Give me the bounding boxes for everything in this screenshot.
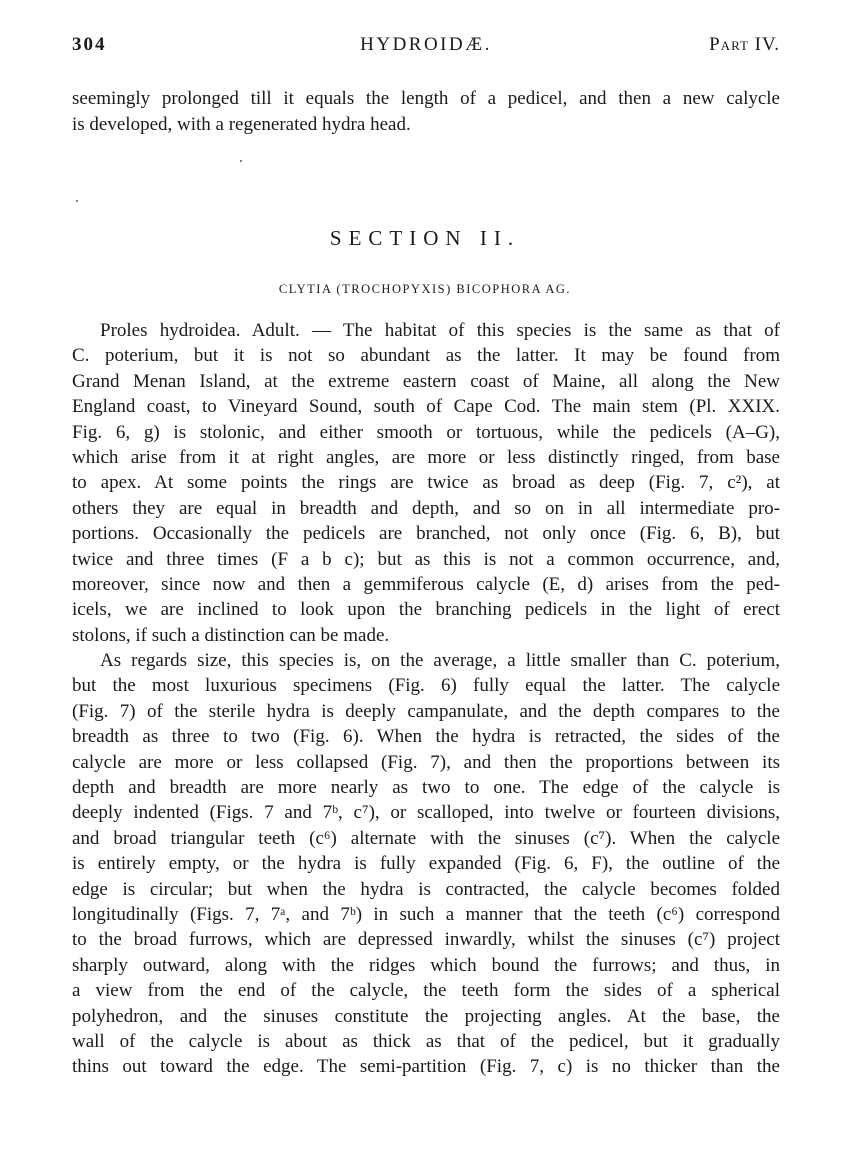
part-label: Part IV. (709, 34, 780, 55)
running-header (72, 34, 780, 64)
text-line: portions. Occasionally the pedicels are branched, not only once (Fig. 6, B), but (72, 523, 780, 545)
running-title: HYDROIDÆ. (360, 34, 492, 55)
section-heading: SECTION II. (329, 226, 521, 250)
text-line: polyhedron, and the sinuses constitute the projecting angles. At the base, the (72, 1005, 780, 1027)
text-line: edge is circular; but when the hydra is contracted, the calycle becomes folded (72, 878, 780, 900)
body-text (72, 318, 780, 1080)
text-line: Proles hydroidea. Adult. — The habitat of this species is the same as that of (100, 320, 780, 341)
text-line: is developed, with a regenerated hydra head. (72, 114, 411, 135)
text-line: but the most luxurious specimens (Fig. 6) fully equal the latter. The calycle (72, 675, 780, 697)
text-line: to the broad furrows, which are depressed inwardly, whilst the sinuses (c⁷) project (72, 929, 780, 951)
text-line: C. poterium, but it is not so abundant as the latter. It may be found from (72, 345, 780, 367)
text-line: breadth as three to two (Fig. 6). When the hydra is retracted, the sides of the (72, 726, 780, 748)
text-line: to apex. At some points the rings are twice as broad as deep (Fig. 7, c²), at (72, 472, 780, 494)
text-line: depth and breadth are more nearly as two to one. The edge of the calycle is (72, 777, 780, 799)
text-line: England coast, to Vineyard Sound, south of Cape Cod. The main stem (Pl. XXIX. (72, 396, 780, 418)
intro-paragraph (72, 86, 780, 138)
text-line: twice and three times (F a b c); but as this is not a common occurrence, and, (72, 548, 780, 570)
print-speck (240, 160, 242, 162)
print-speck (76, 200, 78, 202)
text-line: deeply indented (Figs. 7 and 7ᵇ, c⁷), or scalloped, into twelve or fourteen divisions, (72, 802, 780, 824)
text-line: (Fig. 7) of the sterile hydra is deeply campanulate, and the depth compares to the (72, 700, 780, 722)
text-line: Grand Menan Island, at the extreme eastern coast of Maine, all along the New (72, 370, 780, 392)
text-line: thins out toward the edge. The semi-partition (Fig. 7, c) is no thicker than the (72, 1056, 780, 1078)
text-line: wall of the calycle is about as thick as that of the pedicel, but it gradually (72, 1030, 780, 1052)
text-line: Fig. 6, g) is stolonic, and either smooth or tortuous, while the pedicels (A–G), (72, 421, 780, 443)
text-line: icels, we are inclined to look upon the branching pedicels in the light of erect (72, 599, 780, 621)
page-number: 304 (72, 34, 107, 55)
text-line: stolons, if such a distinction can be made. (72, 624, 390, 646)
text-line: which arise from it at right angles, are more or less distinctly ringed, from base (72, 446, 780, 468)
text-line: calycle are more or less collapsed (Fig. 7), and then the proportions between its (72, 751, 780, 773)
species-heading: CLYTIA (TROCHOPYXIS) BICOPHORA AG. (278, 282, 572, 296)
text-line: others they are equal in breadth and depth, and so on in all intermediate pro- (72, 497, 780, 519)
text-line: a view from the end of the calycle, the teeth form the sides of a spherical (72, 980, 780, 1002)
text-line: As regards size, this species is, on the average, a little smaller than C. poterium, (100, 650, 780, 672)
text-line: seemingly prolonged till it equals the length of a pedicel, and then a new calycle (72, 88, 780, 109)
text-line: moreover, since now and then a gemmiferous calycle (E, d) arises from the ped- (72, 573, 780, 595)
text-line: is entirely empty, or the hydra is fully expanded (Fig. 6, F), the outline of the (72, 853, 780, 875)
text-line: and broad triangular teeth (c⁶) alternate with the sinuses (c⁷). When the calycle (72, 827, 780, 849)
text-line: sharply outward, along with the ridges which bound the furrows; and thus, in (72, 954, 780, 976)
text-line: longitudinally (Figs. 7, 7ᵃ, and 7ᵇ) in such a manner that the teeth (c⁶) correspond (72, 903, 780, 925)
